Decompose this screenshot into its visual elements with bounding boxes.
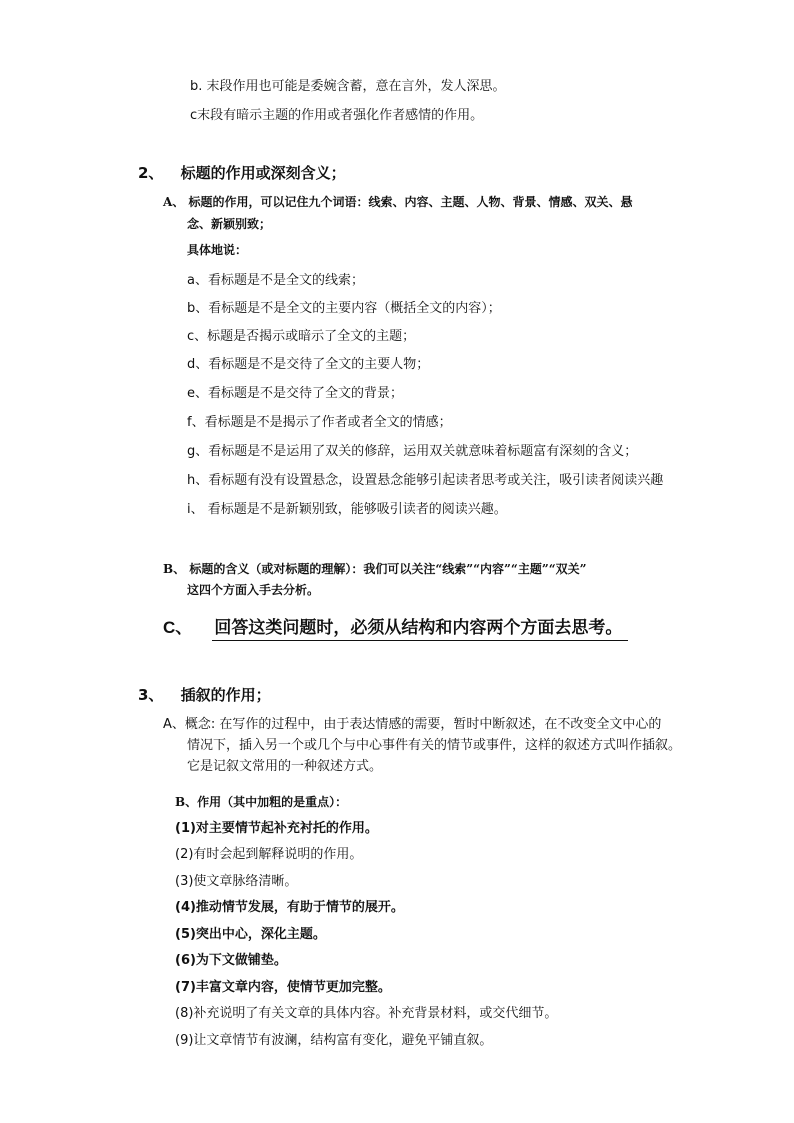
list-item: (5)突出中心，深化主题。 (175, 927, 326, 942)
section-2-c-label: C、 (163, 618, 193, 637)
section-2-b-line1: B、 标题的含义（或对标题的理解）：我们可以关注“线索”“内容”“主题”“双关” (163, 562, 587, 576)
line-b-ending: b. 末段作用也可能是委婉含蓄，意在言外，发人深思。 (190, 79, 506, 94)
section-2-number: 2、 (138, 164, 164, 182)
section-2-detail-label: 具体地说： (187, 243, 248, 257)
section-2-c-line (163, 616, 628, 642)
section-2-a-line1: A、 标题的作用，可以记住九个词语：线索、内容、主题、人物、背景、情感、双关、悬 (163, 195, 633, 209)
section-3-a-line1: A、概念: 在写作的过程中，由于表达情感的需要，暂时中断叙述，在不改变全文中心的 (163, 717, 662, 732)
list-item: (4)推动情节发展，有助于情节的展开。 (175, 900, 404, 915)
list-item: d、看标题是不是交待了全文的主要人物； (187, 357, 430, 372)
section-3-heading (138, 686, 271, 704)
list-item: (3)使文章脉络清晰。 (175, 874, 298, 889)
list-item: (2)有时会起到解释说明的作用。 (175, 847, 363, 862)
list-item: (9)让文章情节有波澜，结构富有变化，避免平铺直叙。 (175, 1033, 493, 1048)
list-item: h、看标题有没有设置悬念，设置悬念能够引起读者思考或关注，吸引读者阅读兴趣 (187, 473, 664, 488)
section-3-a-line3: 它是记叙文常用的一种叙述方式。 (187, 759, 383, 774)
list-item: (6)为下文做铺垫。 (175, 953, 287, 968)
list-item: f、看标题是不是揭示了作者或者全文的情感； (187, 415, 452, 430)
section-3-number: 3、 (138, 686, 164, 704)
list-item: b、看标题是不是全文的主要内容（概括全文的内容）； (187, 301, 501, 316)
section-3-b-title: B、作用（其中加粗的是重点）： (175, 795, 348, 809)
section-2-heading (138, 164, 346, 182)
line-c-ending: c末段有暗示主题的作用或者强化作者感情的作用。 (190, 108, 484, 123)
list-item: (8)补充说明了有关文章的具体内容。补充背景材料，或交代细节。 (175, 1006, 558, 1021)
list-item: a、看标题是不是全文的线索； (187, 273, 364, 288)
list-item: i、 看标题是不是新颖别致，能够吸引读者的阅读兴趣。 (187, 502, 507, 517)
section-2-c-text: 回答这类问题时，必须从结构和内容两个方面去思考。 (212, 618, 628, 641)
list-item: (7)丰富文章内容，使情节更加完整。 (175, 980, 391, 995)
list-item: (1)对主要情节起补充衬托的作用。 (175, 821, 378, 836)
section-2-b-line2: 这四个方面入手去分析。 (187, 583, 320, 597)
section-2-title: 标题的作用或深刻含义； (180, 164, 346, 182)
list-item: e、看标题是不是交待了全文的背景； (187, 386, 403, 401)
section-3-a-line2: 情况下，插入另一个或几个与中心事件有关的情节或事件，这样的叙述方式叫作插叙。 (187, 738, 682, 753)
list-item: g、看标题是不是运用了双关的修辞，运用双关就意味着标题富有深刻的含义； (187, 444, 638, 459)
section-3-title: 插叙的作用； (180, 686, 271, 704)
list-item: c、标题是否揭示或暗示了全文的主题； (187, 329, 416, 344)
section-2-a-line2: 念、新颖别致； (187, 217, 272, 231)
